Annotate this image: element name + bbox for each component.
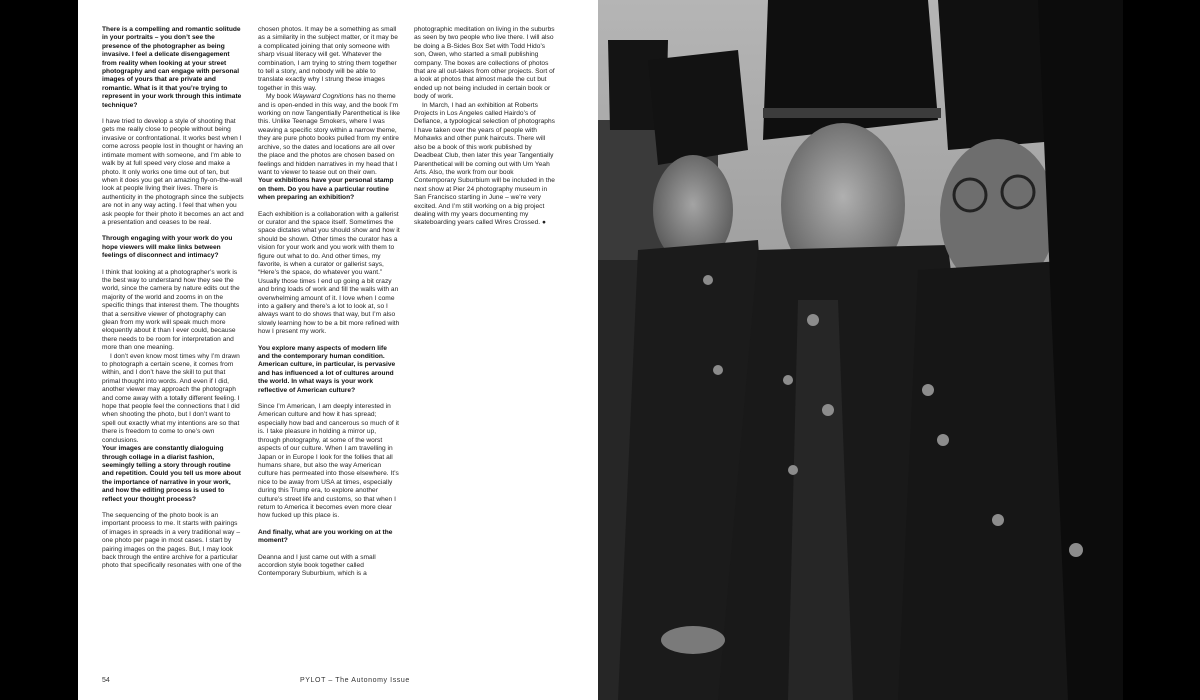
- interview-answer: Since I’m American, I am deeply interested in American culture and how it has spread; especially how bad and cancerous so much of it is. I take pleasure in holding a mirror up, through photography, at some of the worst aspects of our culture. When I am travelling in Japan or in Europe I look for the follies that all humans share, but also the way American culture has permeated into those elsewhere. It’s nice to be away from USA at times, especially during this Trump era, to explore another culture’s street life and customs, so that when I return to America it becomes even more clear how fucked up this place is.: [258, 403, 399, 520]
- band-members-photo: [598, 0, 1123, 700]
- interview-question: And finally, what are you working on at the moment?: [258, 528, 393, 545]
- text-column-1: [102, 26, 244, 579]
- interview-answer: photographic meditation on living in the suburbs as seen by two people who live there. I will also be doing a B-Sides Box Set with Todd Hido’s son, Owen, who started a small publishing company. The boxes are collections of photos that are all out-takes from other projects. Sort of a look at photos that almost made the cut but ended up not being included in certain book or body of work.: [414, 26, 555, 101]
- text-column-3: [414, 26, 556, 228]
- text-column-2: [258, 26, 400, 587]
- interview-question: Your exhibitions have your personal stamp on them. Do you have a particular routine when preparing an exhibition?: [258, 177, 394, 202]
- page-number: 54: [102, 677, 110, 684]
- interview-question: You explore many aspects of modern life and the contemporary human condition. American culture, in particular, is pervasive and has influenced a lot of cultures around the world. In what ways is your work reflective of American culture?: [258, 344, 396, 394]
- interview-answer: In March, I had an exhibition at Roberts Projects in Los Angeles called Hairdo’s of Defiance, a typological selection of photographs I have taken over the years of people with Mohawks and other punk haircuts. There will also be a book of this work published by Deadbeat Club, then later this year Tangentially Parenthetical will be coming out with Um Yeah Arts. Also, the work from our book Contemporary Suburbium will be included in the next show at Pier 24 photography museum in San Francisco starting in June – we’re very excited. And I’m still working on a big project dealing with my years documenting my skateboarding years called Wires Crossed. ●: [414, 101, 555, 227]
- interview-answer: chosen photos. It may be a something as small as a similarity in the subject matter, or it may be a complicated joining that only someone with sharp visual literacy will get. Whatever the combination, I am trying to string them together to tell a story, and nobody will be able to translate exactly why I strung these images together in this way.: [258, 26, 398, 92]
- interview-answer: I have tried to develop a style of shooting that gets me really close to people without being invasive or confrontational. It works best when I come across people lost in thought or having an intimate moment with someone, and I’m able to walk by at full speed very close and make a photo. It only works one time out of ten, but when it does you get an amazing fly-on-the-wall look at people living their lives. There is authenticity in the photograph since the subjects are not in any way acting. I feel that when you ask people for their photo it becomes an act and a presentation and ceases to be real.: [102, 118, 244, 226]
- left-margin: [0, 0, 78, 700]
- interview-answer: I think that looking at a photographer’s work is the best way to understand how they see the world, since the camera by nature edits out the majority of the world and zooms in on the specific things that interest them. The thoughts that a sensitive viewer of photography can glean from my work will speak much more eloquently about it than I ever could, because there needs to be room for interpretation and more than one meaning.: [102, 268, 240, 352]
- answer-text: has no theme and is open-ended in this way, and the book I’m working on now Tangentially Parenthetical is like this. Unlike Teenage Smokers, where I was weaving a specific story within a narrow theme, they are pure photo books pulled from my entire archive, so the dates and locations are all over the place and the photos are chosen based on feelings and hidden narratives in my head that I want to viewer to tease out on their own.: [258, 93, 400, 176]
- text-page: [78, 0, 598, 700]
- interview-answer: Deanna and I just came out with a small accordion style book together called Contemporary Suburbium, which is a: [258, 553, 376, 578]
- interview-answer: [258, 93, 400, 177]
- interview-answer: I don’t even know most times why I’m drawn to photograph a certain scene, it comes from within, and I don’t have the skill to put that primal thought into words. And even if I did, another viewer may approach the photograph and come away with a totally different feeling. I hope that people feel the connections that I did when shooting the photo, but I don’t want to spell out exactly what my intentions are so that there is freedom to come to one’s own conclusions.: [102, 352, 240, 444]
- interview-answer: Each exhibition is a collaboration with a gallerist or curator and the space itself. Sometimes the space dictates what you should show and how it should be shown. Other times the curator has a vision for your work and you work with them to figure out what to do. And other times, my favorite, is when a curator or gallerist says, “Here’s the space, do whatever you want.” Usually those times I end up going a bit crazy and bring loads of work and fill the walls with an overwhelming amount of it. I love when I come into a gallery and there’s a lot to look at, so I always want to do shows that way, but I’m also slowly learning how to be a bit more refined with how I present my work.: [258, 210, 400, 336]
- interview-question: Your images are constantly dialoguing through collage in a diarist fashion, seemingly telling a story through routine and repetition. Could you tell us more about the importance of narrative in your work, and how the editing process is used to reflect your thought process?: [102, 445, 241, 503]
- interview-answer: The sequencing of the photo book is an important process to me. It starts with pairings of images in spreads in a very traditional way – one photo per page in most cases. I start by pairing images on the pages. But, I may look back through the entire archive for a particular photo that specifically resonates with one of the: [102, 511, 242, 570]
- interview-question: There is a compelling and romantic solitude in your portraits – you don’t see the presence of the photographer as being invasive. I feel a delicate disengagement from reality when looking at your street photography and can engage with personal images of yours that are private and romantic. What is it that you’re trying to represent in your work through this intimate technique?: [102, 26, 242, 109]
- running-head: PYLOT – The Autonomy Issue: [300, 677, 410, 684]
- right-margin: [1123, 0, 1200, 700]
- interview-question: Through engaging with your work do you hope viewers will make links between feelings of disconnect and intimacy?: [102, 235, 233, 260]
- photo-page: [598, 0, 1123, 700]
- answer-text: My book: [266, 93, 293, 101]
- book-title: Wayward Cognitions: [292, 93, 354, 101]
